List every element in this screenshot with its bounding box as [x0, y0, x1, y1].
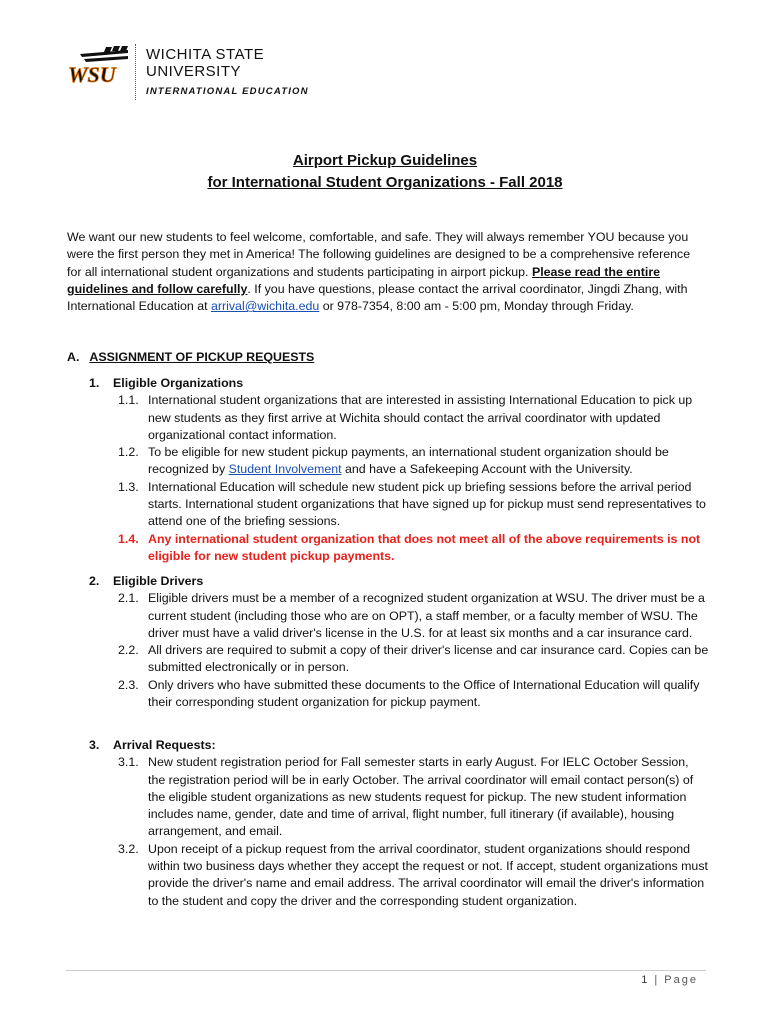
sub-item-number: 2.2.	[118, 643, 139, 658]
sub-item-text-post: and have a Safekeeping Account with the University.	[341, 462, 633, 477]
sub-item-text: Only drivers who have submitted these documents to the Office of International Education will qualify their corresponding student organization for pickup payment.	[148, 677, 700, 710]
document-subtitle: for International Student Organizations - Fall 2018	[207, 174, 563, 191]
sub-item	[118, 590, 709, 642]
sub-item	[118, 479, 709, 531]
sub-item-text: New student registration period for Fall semester starts in early August. For IELC October Session, the registration period will be in early October. The arrival coordinator will email contact person(s) of the eligible student organizations as new students request for pickup. The new student information includes name, gender, date and time of arrival, flight number, full itinerary (if available), housing arrangement, and email.	[148, 755, 694, 839]
sub-item-text-pre: To be eligible for new student pickup payments, an international student organization should be recognized by	[148, 445, 669, 477]
wheat-shocker-icon	[66, 44, 136, 100]
sub-item-warning	[118, 531, 709, 566]
sub-item	[118, 392, 709, 444]
list-item-heading	[89, 573, 709, 590]
logo-wordmark: WSU	[68, 62, 116, 87]
document-title: Airport Pickup Guidelines	[292, 152, 478, 169]
list-item-eligible-drivers	[89, 573, 709, 711]
university-name-line1: WICHITA STATE	[146, 46, 265, 63]
list-item-title: Eligible Organizations	[113, 376, 244, 390]
email-link[interactable]: arrival@wichita.edu	[210, 299, 320, 314]
footer-divider	[66, 970, 706, 971]
wsu-logo	[66, 44, 136, 100]
list-item-heading	[89, 375, 709, 392]
section-letter: A.	[67, 350, 80, 364]
student-involvement-link[interactable]: Student Involvement	[228, 462, 342, 477]
section-heading	[67, 350, 314, 364]
page-footer	[641, 974, 698, 986]
list-item-eligible-organizations	[89, 375, 709, 565]
intro-paragraph	[67, 229, 707, 315]
footer-separator: |	[654, 974, 660, 986]
page-number: 1	[641, 974, 650, 986]
list-item-arrival-requests	[89, 737, 709, 910]
sub-item-text: All drivers are required to submit a copy of their driver's license and car insurance card. Copies can be submitted electronically or in person.	[148, 643, 709, 675]
sub-item-number: 1.1.	[118, 393, 139, 408]
sub-item-text: Any international student organization that does not meet all of the above requirements is not eligible for new student pickup payments.	[148, 531, 701, 563]
sub-item	[118, 841, 709, 910]
sub-item-number: 1.2.	[118, 445, 139, 460]
sub-item	[118, 677, 709, 712]
sub-item-number: 2.3.	[118, 677, 139, 692]
intro-text-3: or 978-7354, 8:00 am - 5:00 pm, Monday through Friday.	[319, 299, 634, 314]
sub-item-number: 3.1.	[118, 755, 139, 770]
sub-item-text: International student organizations that are interested in assisting International Education to pick up new students as they first arrive at Wichita should contact the arrival coordinator with updated organizational contact information.	[148, 393, 693, 442]
sub-item-text: International Education will schedule new student pick up briefing sessions before the arrival period starts. International student organizations that have signed up for pickup must send representatives to attend one of the briefing sessions.	[148, 479, 706, 529]
page-label: Page	[664, 974, 698, 986]
university-name-line2: UNIVERSITY	[146, 63, 242, 80]
intro-text: We want our new students to feel welcome, comfortable, and safe. They will always remember YOU because you were the first person they met in America! The following guidelines are designed to be a comprehensive reference for all international student organizations and students participating in airport pickup.	[67, 230, 691, 279]
list-item-number: 3.	[89, 738, 100, 752]
list-item-title: Arrival Requests:	[113, 738, 216, 752]
sub-item	[118, 754, 709, 840]
list-item-title: Eligible Drivers	[113, 574, 204, 588]
sub-item	[118, 642, 709, 677]
sub-item-number: 1.4.	[118, 531, 139, 546]
sub-item-number: 3.2.	[118, 841, 139, 856]
sub-item-text	[148, 444, 709, 479]
sub-item	[118, 444, 709, 479]
list-item-number: 1.	[89, 376, 100, 390]
intro-emphasis: Please read the entire guidelines and follow carefully	[67, 264, 661, 296]
sub-item-number: 1.3.	[118, 479, 139, 494]
sub-item-text: Upon receipt of a pickup request from the arrival coordinator, student organizations should respond within two business days whether they accept the request or not. If accept, student organizations must provide the driver's name and email address. The arrival coordinator will email the driver's information to the student and copy the driver and the corresponding student organization.	[148, 841, 708, 908]
sub-item-number: 2.1.	[118, 591, 139, 606]
section-title: ASSIGNMENT OF PICKUP REQUESTS	[89, 350, 315, 364]
department-name: INTERNATIONAL EDUCATION	[146, 86, 309, 97]
list-item-number: 2.	[89, 574, 100, 588]
list-item-heading	[89, 737, 709, 754]
logo-divider	[135, 44, 136, 100]
university-name-block	[146, 46, 309, 97]
sub-item-text: Eligible drivers must be a member of a recognized student organization at WSU. The driver must be a current student (including those who are on OPT), a staff member, or a faculty member of WSU. The driver must have a valid driver's license in the U.S. for at least six months and a car insurance card.	[148, 591, 705, 640]
intro-text-2: . If you have questions, please contact the arrival coordinator, Jingdi Zhang, with International Education at	[67, 281, 688, 314]
